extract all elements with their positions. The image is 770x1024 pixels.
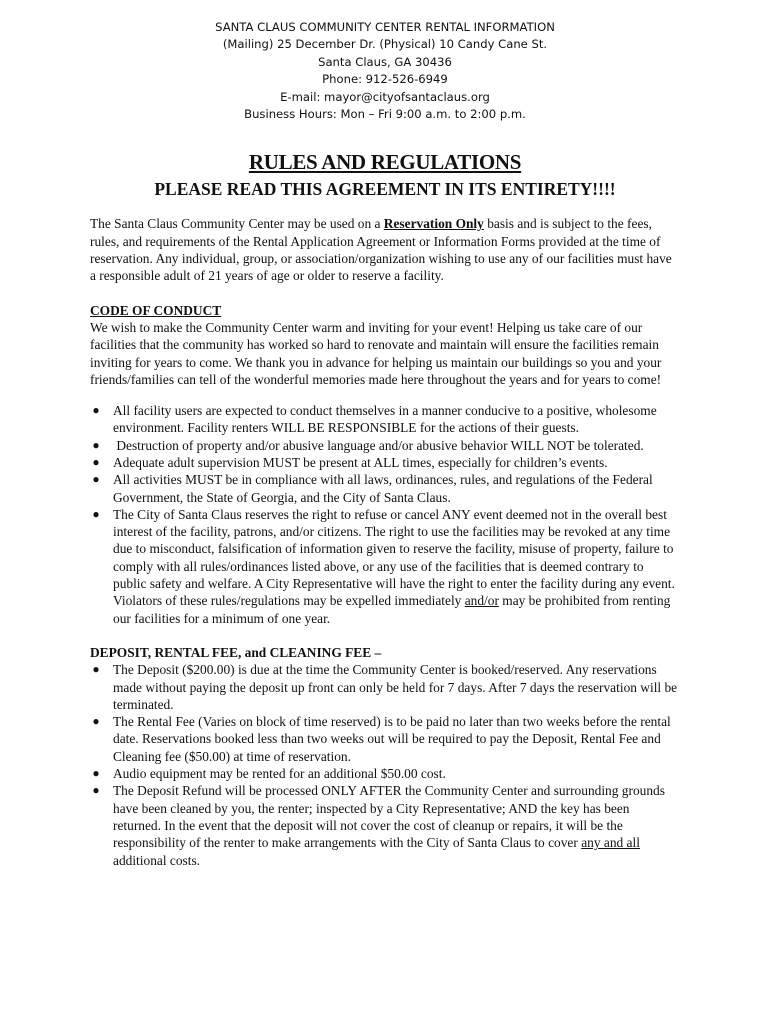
list-item-text: Audio equipment may be rented for an additional $50.00 cost. bbox=[113, 766, 446, 782]
bullet-icon: ● bbox=[92, 472, 100, 487]
bullet-icon: ● bbox=[92, 403, 100, 418]
list-item bbox=[90, 765, 680, 782]
list-item-text-end: may be prohibited from renting our facilities for a minimum of one year. bbox=[113, 593, 671, 626]
list-item bbox=[90, 402, 680, 437]
and-or-emphasis: and/or bbox=[464, 593, 499, 609]
intro-text-start: The Santa Claus Community Center may be used on a bbox=[90, 216, 384, 232]
conduct-rules-list bbox=[90, 402, 680, 627]
list-item bbox=[90, 713, 680, 765]
list-item-text: Destruction of property and/or abusive language and/or abusive behavior WILL NOT be tolerated. bbox=[113, 437, 644, 453]
bullet-icon: ● bbox=[92, 455, 100, 469]
email: E-mail: mayor@cityofsantaclaus.org bbox=[280, 89, 490, 104]
list-item-text-end: additional costs. bbox=[113, 852, 201, 868]
bullet-icon: ● bbox=[92, 766, 100, 781]
page-title: RULES AND REGULATIONS bbox=[248, 150, 522, 175]
list-item bbox=[90, 437, 680, 454]
code-of-conduct-paragraph: We wish to make the Community Center warm and inviting for your event! Helping us take care of our facilities that the community has worked so hard to renovate and maintain will ensure the facilities remain inviting for years to come. We thank you in advance for helping us maintain our buildings so you and your friends/families can tell of the wonderful memories made here throughout the years and for years to come! bbox=[90, 319, 662, 387]
fees-list bbox=[90, 661, 680, 869]
list-item bbox=[90, 454, 680, 471]
deposit-fees-heading: DEPOSIT, RENTAL FEE, and CLEANING FEE – bbox=[90, 644, 382, 660]
page-subtitle: PLEASE READ THIS AGREEMENT IN ITS ENTIRETY!!!! bbox=[154, 179, 616, 200]
list-item-text: All facility users are expected to conduct themselves in a manner conducive to a positive, wholesome environment. Facility renters WILL BE RESPONSIBLE for the actions of their guests. bbox=[113, 403, 657, 436]
letterhead bbox=[90, 0, 680, 123]
business-hours: Business Hours: Mon – Fri 9:00 a.m. to 2:00 p.m. bbox=[244, 107, 526, 122]
list-item bbox=[90, 506, 680, 627]
list-item bbox=[90, 661, 680, 713]
list-item-text: The City of Santa Claus reserves the right to refuse or cancel ANY event deemed not in the overall best interest of the facility, patrons, and/or citizens. The right to use the facilities may be revoked at any time due to misconduct, falsification of information given to reserve the facility, misuse of property, failure to comply with all rules/ordinances listed above, or any use of the facilities that is deemed contrary to public safety and welfare. A City Representative will have the right to enter the facility during any event. Violators of these rules/regulations may be expelled immediately bbox=[113, 506, 675, 609]
list-item-text: All activities MUST be in compliance with all laws, ordinances, rules, and regulations of the Federal Government, the State of Georgia, and the City of Santa Claus. bbox=[113, 472, 653, 505]
bullet-icon: ● bbox=[92, 662, 100, 677]
list-item-text: The Deposit ($200.00) is due at the time the Community Center is booked/reserved. Any reservations made without paying the deposit up front can only be held for 7 days. After 7 days the reservation will be terminated. bbox=[113, 662, 678, 712]
phone: Phone: 912-526-6949 bbox=[322, 72, 448, 87]
bullet-icon: ● bbox=[92, 783, 100, 798]
reservation-only-emphasis: Reservation Only bbox=[383, 216, 484, 232]
list-item bbox=[90, 782, 680, 868]
list-item-text: The Deposit Refund will be processed ONLY AFTER the Community Center and surrounding grounds have been cleaned by you, the renter; inspected by a City Representative; AND the key has been returned. In the event that the deposit will not cover the cost of cleanup or repairs, it will be the responsibility of the renter to make arrangements with the City of Santa Claus to cover bbox=[113, 783, 665, 851]
bullet-icon: ● bbox=[92, 506, 100, 521]
city-state-zip: Santa Claus, GA 30436 bbox=[318, 54, 452, 69]
bullet-icon: ● bbox=[92, 714, 100, 729]
list-item bbox=[90, 471, 680, 506]
list-item-text: Adequate adult supervision MUST be present at ALL times, especially for children’s events. bbox=[113, 455, 608, 470]
intro-paragraph bbox=[90, 215, 680, 284]
bullet-icon: ● bbox=[92, 437, 100, 452]
org-title: SANTA CLAUS COMMUNITY CENTER RENTAL INFORMATION bbox=[215, 20, 555, 34]
mailing-address: (Mailing) 25 December Dr. (Physical) 10 Candy Cane St. bbox=[222, 37, 548, 52]
code-of-conduct-heading: CODE OF CONDUCT bbox=[90, 302, 222, 318]
any-and-all-emphasis: any and all bbox=[581, 835, 640, 851]
intro-text-end: basis and is subject to the fees, rules, and requirements of the Rental Application Agreement or Information Forms provided at the time of reservation. Any individual, group, or association/organization wishing to use any of our facilities must have a responsible adult of 21 years of age or older to reserve a facility. bbox=[90, 216, 672, 284]
list-item-text: The Rental Fee (Varies on block of time reserved) is to be paid no later than two weeks before the rental date. Reservations booked less than two weeks out will be required to pay the Deposit, Rental Fee and Cleaning fee ($50.00) at time of reservation. bbox=[113, 714, 671, 764]
